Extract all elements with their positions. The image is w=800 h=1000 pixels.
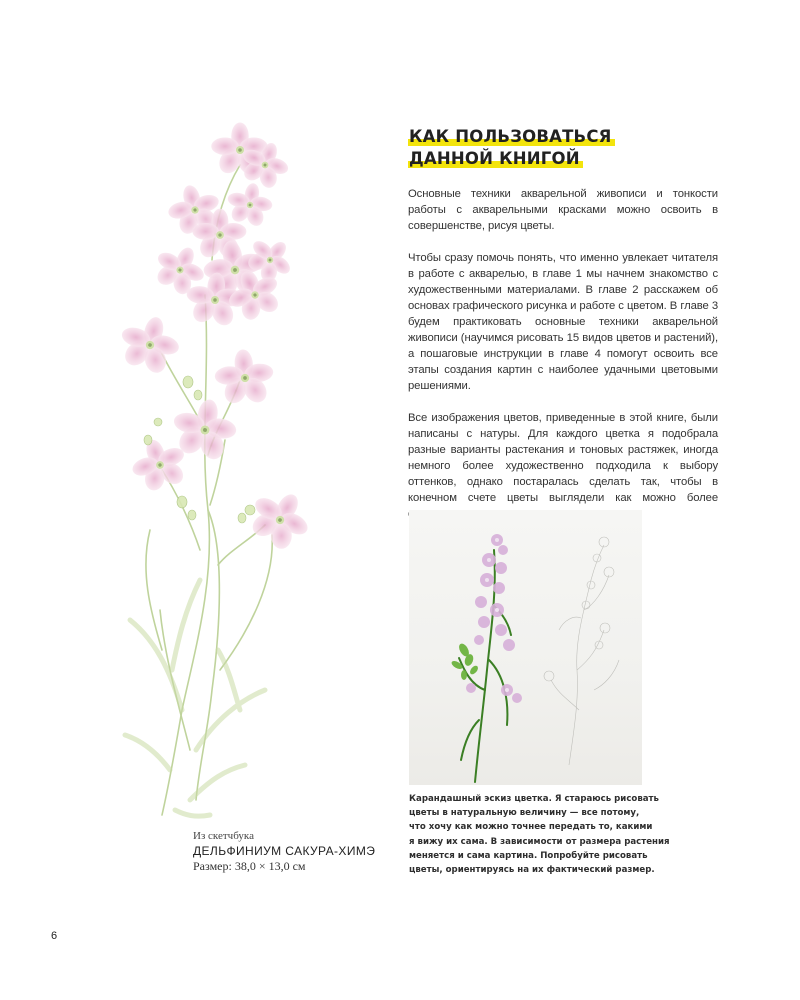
sketch-source: Из скетчбука xyxy=(193,830,254,842)
caption-line: цветы, ориентируясь на их фактический размер. xyxy=(409,865,655,876)
chapter-heading xyxy=(408,126,728,170)
paragraph: Чтобы сразу помочь понять, что именно увлекает читателя в работе с акварелью, в главе 1 мы начнем знакомство с художественными материалами. В главе 2 расскажем об основах графического рисунка и работе с цветом. В главе 3 будем практиковать основные техники акварельной живописи (научимся рисовать 15 видов цветов и растений), а пошаговые инструкции в главе 4 помогут освоить все этапы создания картин с наиболее удачными цветовыми решениями. xyxy=(408,252,718,392)
page-number: 6 xyxy=(51,930,58,942)
body-text xyxy=(408,186,718,538)
paragraph: Основные техники акварельной живописи и тонкости работы с акварельными красками можно освоить в совершенстве, рисуя цветы. xyxy=(408,188,718,232)
photo-caption xyxy=(409,792,670,877)
caption-line: Карандашный эскиз цветка. Я стараюсь рисовать xyxy=(409,794,659,804)
heading-line-2: ДАННОЙ КНИГОЙ xyxy=(408,148,583,170)
paragraph: Все изображения цветов, приведенные в этой книге, были написаны с натуры. Для каждого цветка я подобрала разные варианты растекания и тоновых растяжек, иногда немного более художественно подходила к выбору оттенков, однако постаралась сделать так, чтобы в конечном счете цветы выглядели как можно более xyxy=(408,412,718,504)
sketch-caption xyxy=(193,829,393,874)
watercolor-delphinium-illustration xyxy=(100,110,340,830)
photo-flower-and-sketch xyxy=(409,510,642,785)
heading-line-1: КАК ПОЛЬЗОВАТЬСЯ xyxy=(408,126,615,148)
caption-line: я вижу их сама. В зависимости от размера растения xyxy=(409,836,670,847)
delphinium-painting xyxy=(100,110,340,830)
flower-photo xyxy=(409,510,642,785)
caption-line: меняется и сама картина. Попробуйте рисовать xyxy=(409,850,648,861)
sketch-size: Размер: 38,0 × 13,0 см xyxy=(193,859,306,873)
sketch-title: ДЕЛЬФИНИУМ САКУРА-ХИМЭ xyxy=(193,844,376,858)
caption-line: что хочу как можно точнее передать то, какими xyxy=(409,822,653,833)
caption-line: цветы в натуральную величину — все потому, xyxy=(409,808,640,819)
